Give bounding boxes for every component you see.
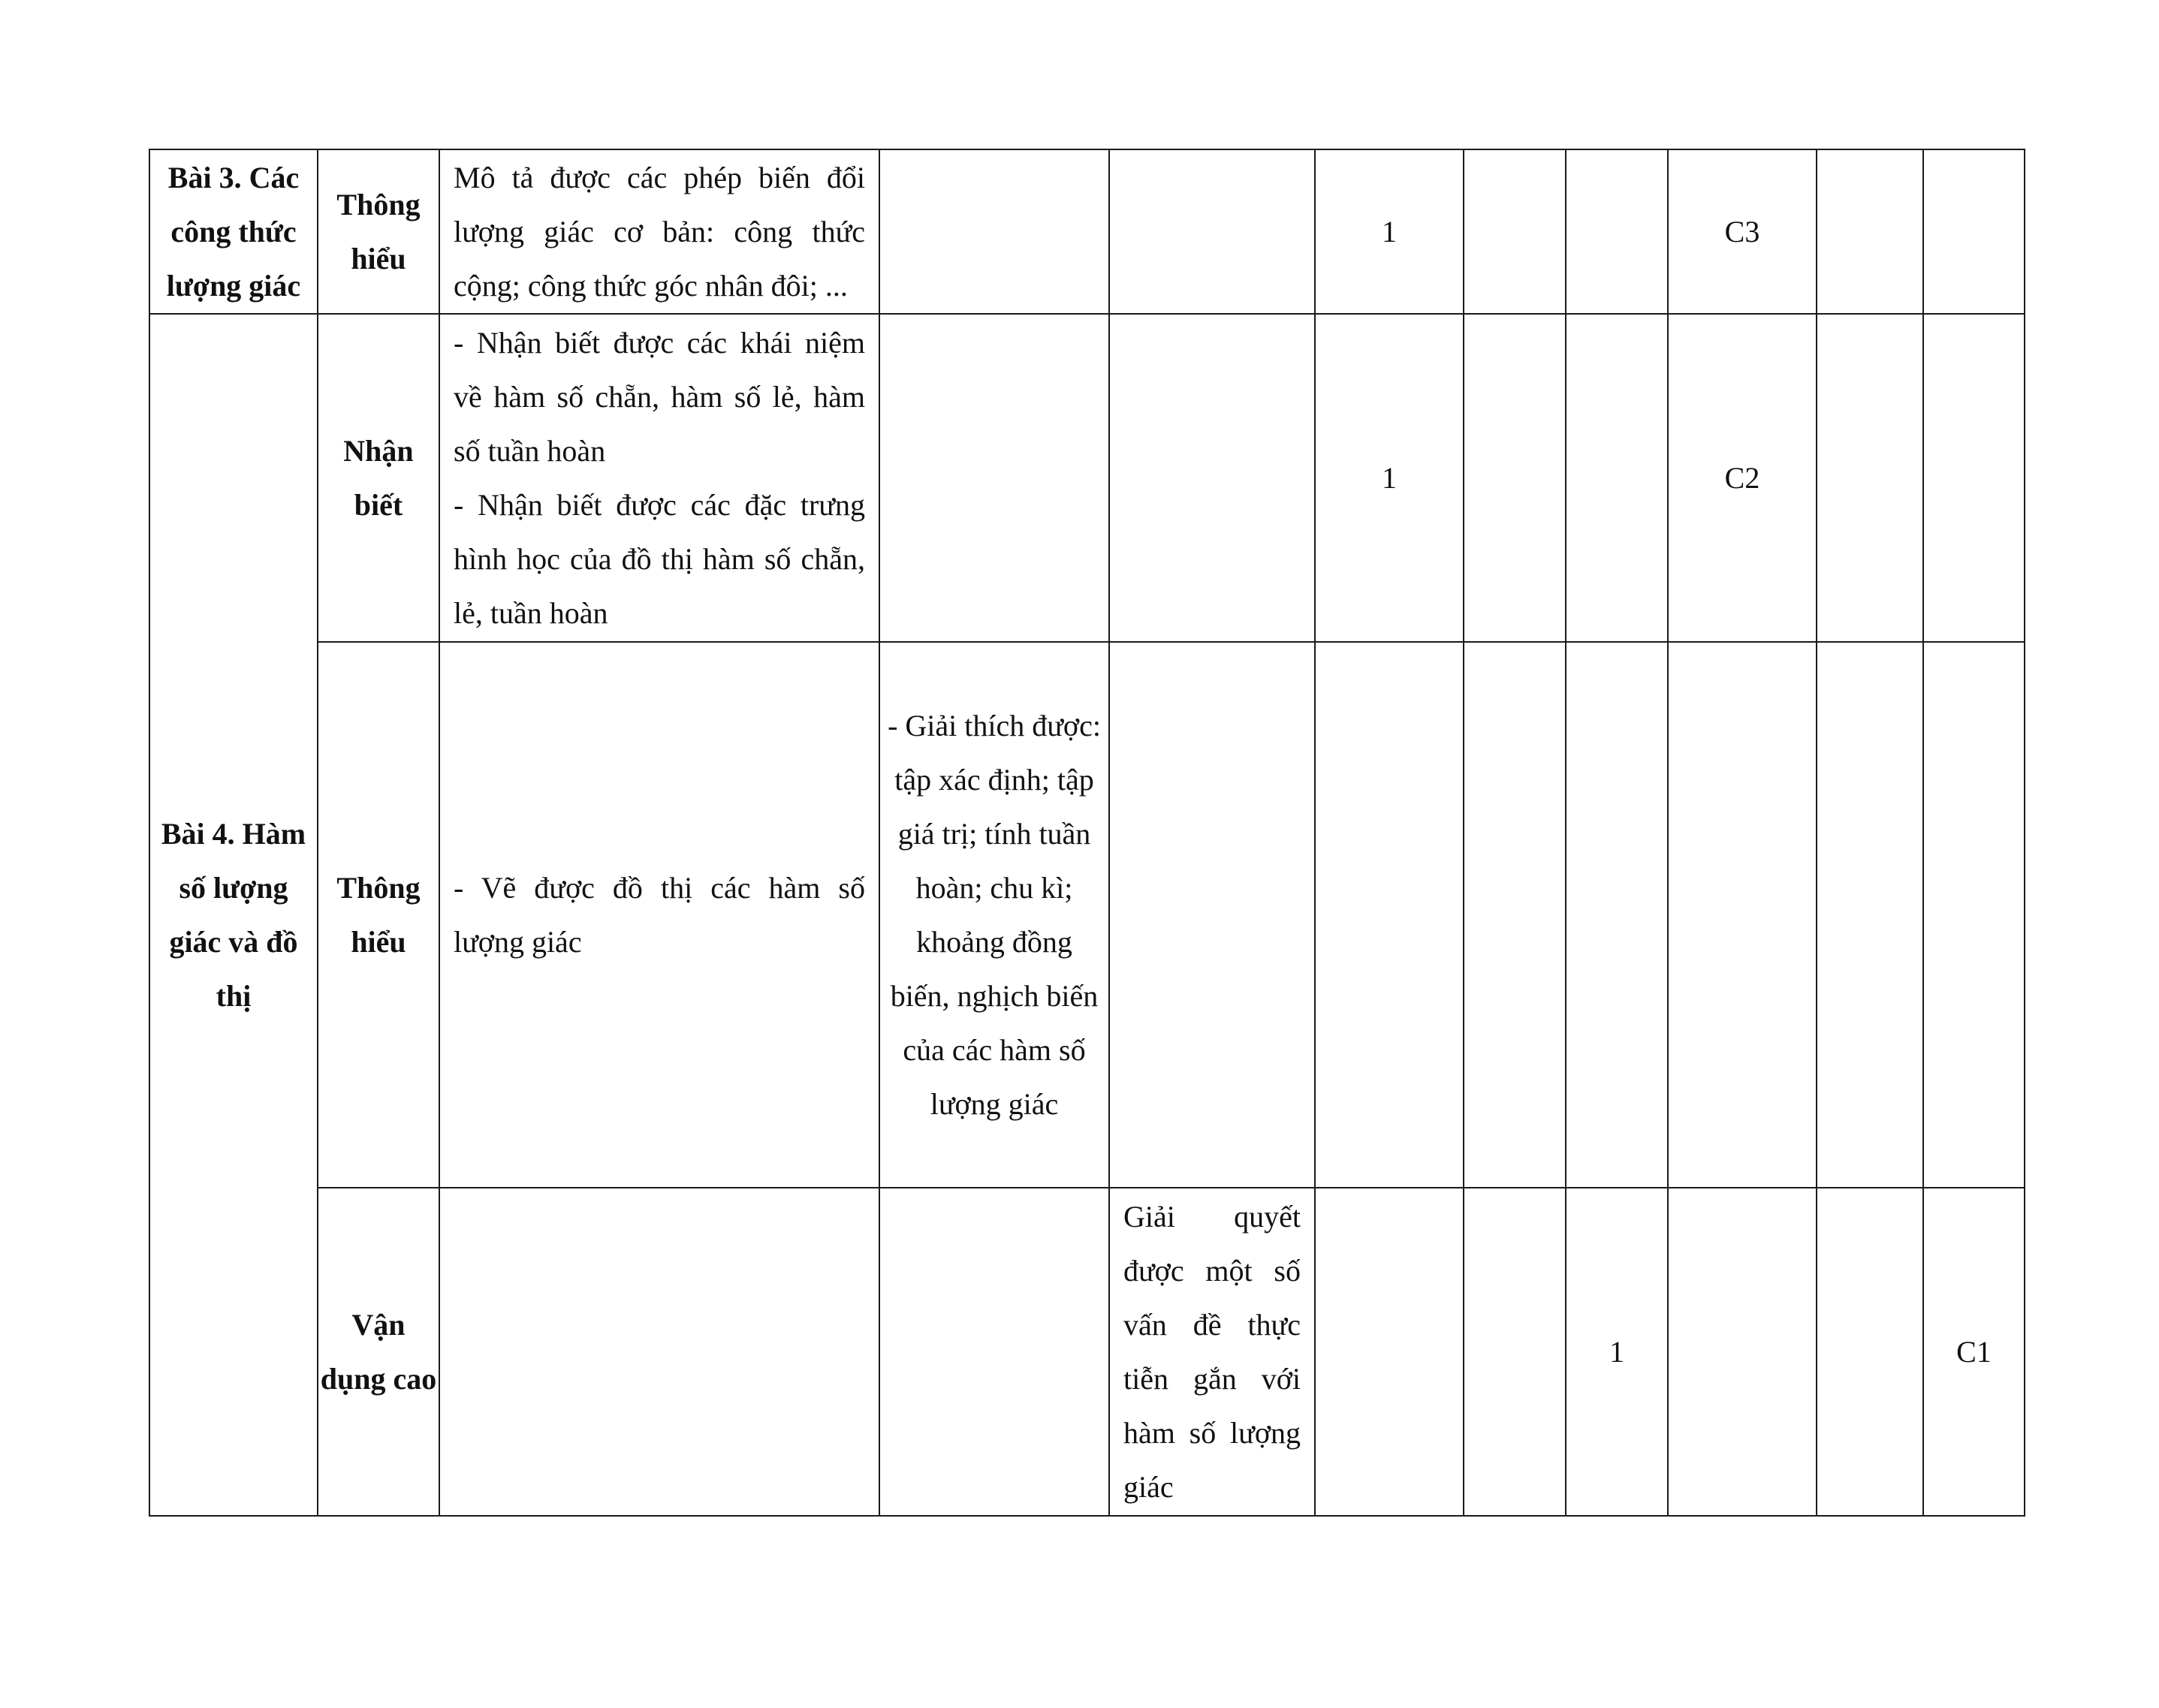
description-cell-3: Giải quyết được một số vấn đề thực tiễn gắn với hàm số lượng giác: [1109, 1188, 1315, 1516]
matrix-table-wrapper: [149, 149, 2025, 1517]
question-cell-2: [1817, 149, 1923, 314]
description-cell-3: [1109, 149, 1315, 314]
question-cell: C2: [1668, 314, 1817, 642]
count-cell-3: [1566, 314, 1668, 642]
count-cell-2: [1464, 149, 1566, 314]
topic-cell: Bài 3. Các công thức lượng giác: [149, 149, 318, 314]
question-cell-2: [1817, 1188, 1923, 1516]
count-cell: 1: [1315, 149, 1464, 314]
count-cell-2: [1464, 314, 1566, 642]
table-row: [149, 149, 2025, 314]
description-cell: Mô tả được các phép biến đổi lượng giác cơ bản: công thức cộng; công thức góc nhân đôi; ...: [439, 149, 879, 314]
description-line: - Nhận biết được các đặc trưng hình học của đồ thị hàm số chẵn, lẻ, tuần hoàn: [454, 487, 865, 630]
question-cell-2: [1817, 314, 1923, 642]
count-cell-3: 1: [1566, 1188, 1668, 1516]
question-cell-3: [1923, 642, 2025, 1188]
description-cell: - Vẽ được đồ thị các hàm số lượng giác: [439, 642, 879, 1188]
question-cell: [1668, 1188, 1817, 1516]
count-cell: 1: [1315, 314, 1464, 642]
question-cell: [1668, 642, 1817, 1188]
question-cell-2: [1817, 642, 1923, 1188]
question-cell-3: [1923, 149, 2025, 314]
description-cell-2: [879, 314, 1109, 642]
question-cell-3: [1923, 314, 2025, 642]
table-row: [149, 314, 2025, 642]
description-cell: [439, 314, 879, 642]
level-cell: Nhận biết: [318, 314, 439, 642]
count-cell: [1315, 1188, 1464, 1516]
description-cell-2: [879, 149, 1109, 314]
count-cell-3: [1566, 642, 1668, 1188]
level-cell: Thông hiểu: [318, 149, 439, 314]
specification-matrix-table: [149, 149, 2025, 1517]
description-line: - Nhận biết được các khái niệm về hàm số chẵn, hàm số lẻ, hàm số tuần hoàn: [454, 325, 865, 468]
description-cell: [439, 1188, 879, 1516]
description-cell-3: [1109, 314, 1315, 642]
topic-cell: Bài 4. Hàm số lượng giác và đồ thị: [149, 314, 318, 1516]
question-cell: C3: [1668, 149, 1817, 314]
count-cell: [1315, 642, 1464, 1188]
table-row: [149, 642, 2025, 1188]
table-row: [149, 1188, 2025, 1516]
description-cell-3: [1109, 642, 1315, 1188]
description-cell-2: - Giải thích được: tập xác định; tập giá trị; tính tuần hoàn; chu kì; khoảng đồng biến, nghịch biến của các hàm số lượng giác: [879, 642, 1109, 1188]
description-cell-2: [879, 1188, 1109, 1516]
level-cell: Thông hiểu: [318, 642, 439, 1188]
count-cell-3: [1566, 149, 1668, 314]
level-cell: Vận dụng cao: [318, 1188, 439, 1516]
count-cell-2: [1464, 642, 1566, 1188]
count-cell-2: [1464, 1188, 1566, 1516]
question-cell-3: C1: [1923, 1188, 2025, 1516]
